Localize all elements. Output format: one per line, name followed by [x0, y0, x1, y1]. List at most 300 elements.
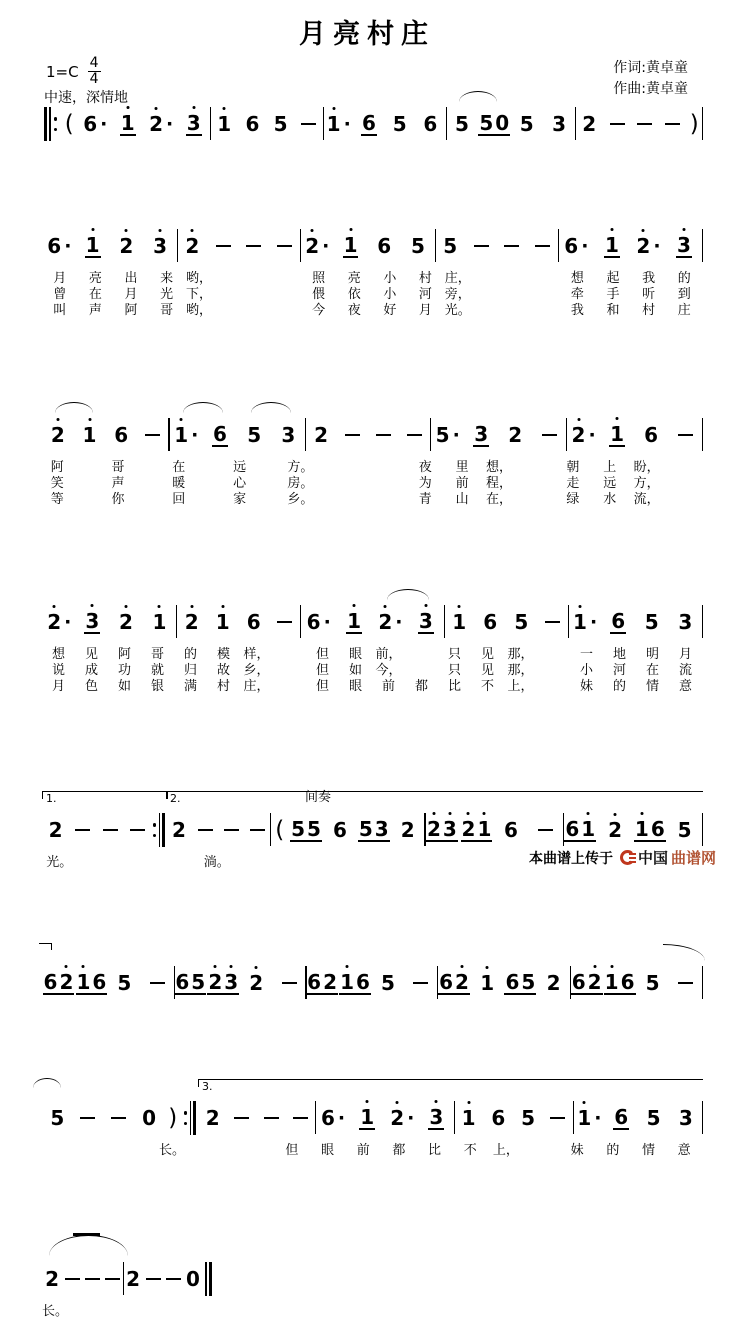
- lyric-syllable: [316, 460, 346, 475]
- key-label: 1=C: [46, 62, 79, 81]
- octave-dot: [614, 813, 617, 816]
- lyric-syllable: [270, 855, 305, 870]
- note: 1 ·: [173, 425, 198, 445]
- note: 2: [314, 423, 329, 447]
- lyric-syllable: [517, 460, 554, 475]
- augmentation-dot: ·: [395, 610, 403, 633]
- lyric-syllable: 意: [678, 679, 692, 694]
- lyric-syllable: 小: [580, 663, 594, 678]
- measure: [42, 104, 210, 144]
- note: 2 ·: [377, 612, 402, 632]
- dash-note: [610, 123, 625, 125]
- lyric-syllable: 哟，: [185, 303, 212, 318]
- slur: [251, 402, 291, 413]
- note: 0: [186, 1267, 200, 1291]
- augmentation-dot: ·: [407, 1106, 415, 1129]
- note: 6: [491, 1106, 506, 1130]
- lyrics-row: [42, 460, 702, 475]
- parenthesis: (: [275, 816, 285, 843]
- lyric-syllable: 月: [51, 679, 65, 694]
- note: 6: [377, 234, 392, 258]
- lyric-syllable: 夜: [347, 303, 361, 318]
- lyric-syllable: [194, 492, 224, 507]
- lyric-syllable: [472, 855, 501, 870]
- measure: [198, 1098, 315, 1138]
- augmentation-dot: ·: [594, 1106, 602, 1129]
- footer: [529, 847, 716, 868]
- slur: [183, 402, 223, 413]
- note: 1: [346, 611, 362, 634]
- note: 1 6: [604, 972, 636, 995]
- octave-dot: [467, 812, 470, 815]
- note: 5: [50, 1106, 65, 1130]
- lyric-syllable: 的: [184, 647, 198, 662]
- lyric-syllable: [273, 679, 306, 694]
- lyrics-row: [42, 1304, 214, 1319]
- augmentation-dot: ·: [166, 112, 174, 135]
- augmentation-dot: ·: [653, 234, 661, 257]
- lyric-syllable: [316, 476, 346, 491]
- music-line-7: [42, 1080, 702, 1158]
- dash-note: [665, 123, 680, 125]
- dash-note: [550, 1117, 565, 1119]
- measure: [573, 1098, 702, 1138]
- note: 5: [646, 1106, 661, 1130]
- dash-note: [145, 434, 160, 436]
- lyric-syllable: 照: [312, 271, 326, 286]
- volta-label: 1.: [46, 792, 57, 805]
- lyric-syllable: 暖: [172, 476, 186, 491]
- octave-dot: [642, 229, 645, 232]
- lyric-syllable: [340, 855, 356, 870]
- lyric-syllable: 一: [580, 647, 594, 662]
- dash-note: [542, 434, 557, 436]
- note: 1 ·: [326, 114, 351, 134]
- lyric-syllable: [243, 287, 272, 302]
- note: 2: [546, 971, 561, 995]
- octave-dot: [53, 605, 56, 608]
- augmentation-dot: ·: [589, 610, 598, 633]
- lyric-syllable: 声: [111, 476, 125, 491]
- octave-dot: [610, 965, 613, 968]
- lyric-syllable: 你: [111, 492, 125, 507]
- note: 6: [611, 608, 626, 633]
- measure: [425, 810, 563, 850]
- lyric-syllable: 声: [88, 303, 102, 318]
- lyric-syllable: 光。: [444, 303, 471, 318]
- lyric-syllable: 夜: [418, 460, 432, 475]
- note: 2 ·: [571, 425, 596, 445]
- lyric-syllable: 在: [88, 287, 102, 302]
- parenthesis: ): [168, 1104, 178, 1131]
- dash-note: [146, 1278, 161, 1280]
- time-signature: [88, 56, 101, 88]
- lyric-syllable: [273, 663, 306, 678]
- measure: [210, 104, 323, 144]
- lyric-syllable: 情: [645, 679, 659, 694]
- measure: [305, 415, 430, 455]
- lyric-syllable: 远: [233, 460, 247, 475]
- lyric-syllable: [187, 1143, 216, 1158]
- lyric-syllable: 上，: [507, 679, 534, 694]
- augmentation-dot: ·: [322, 234, 330, 257]
- lyric-syllable: 情: [641, 1143, 655, 1158]
- note: 2: [248, 973, 264, 993]
- lyrics-row: [42, 663, 702, 678]
- octave-dot: [126, 106, 129, 109]
- lyric-syllable: 出: [124, 271, 138, 286]
- note: 2 ·: [304, 236, 329, 256]
- note: 6: [361, 110, 376, 135]
- lyric-syllable: [665, 476, 702, 491]
- lyrics-row: [42, 679, 702, 694]
- lyric-syllable: 长。: [42, 1304, 69, 1319]
- lyric-syllable: 不: [480, 679, 494, 694]
- lyric-syllable: 下，: [185, 287, 212, 302]
- lyric-syllable: [65, 1143, 88, 1158]
- lyric-syllable: 妹: [579, 679, 593, 694]
- lyric-syllable: 在，: [486, 492, 513, 507]
- lyric-syllable: 月: [679, 647, 693, 662]
- lyric-syllable: [180, 855, 199, 870]
- note: 2: [118, 236, 134, 256]
- note: 1: [343, 235, 359, 258]
- measure: [174, 963, 306, 1003]
- octave-dot: [82, 965, 85, 968]
- lyric-syllable: 不: [463, 1143, 477, 1158]
- octave-dot: [230, 965, 233, 968]
- lyric-syllable: 光: [160, 287, 174, 302]
- lyric-syllable: 比: [428, 1143, 442, 1158]
- octave-dot: [158, 605, 161, 608]
- note: 2 ·: [46, 612, 71, 632]
- dash-note: [301, 123, 316, 125]
- lyric-syllable: 河: [418, 287, 432, 302]
- dash-note: [216, 245, 231, 247]
- note: 3: [474, 421, 489, 446]
- lyrics-row: [42, 271, 702, 286]
- lyric-syllable: 远: [603, 476, 617, 491]
- measure: [42, 1098, 198, 1138]
- augmentation-dot: ·: [191, 423, 199, 446]
- dash-note: [224, 829, 239, 831]
- tie-flat-mark: [73, 1233, 101, 1236]
- dash-note: [246, 245, 261, 247]
- note: 2 3: [207, 972, 239, 995]
- lyric-syllable: [272, 271, 301, 286]
- lyric-syllable: 在: [646, 663, 660, 678]
- octave-dot: [180, 418, 183, 421]
- lyric-syllable: [205, 1304, 214, 1319]
- lyric-syllable: 的: [606, 1143, 620, 1158]
- measure: [454, 1098, 573, 1138]
- octave-dot: [56, 418, 59, 421]
- lyric-syllable: 乡，: [243, 663, 270, 678]
- octave-dot: [255, 966, 258, 969]
- note: 6 1: [564, 819, 596, 842]
- lyric-syllable: [524, 1143, 560, 1158]
- note: 2: [50, 425, 66, 445]
- lyric-syllable: [68, 1304, 91, 1319]
- lyric-syllable: [517, 476, 554, 491]
- note: 6: [504, 818, 518, 842]
- lyric-syllable: 哥: [111, 460, 125, 475]
- note: 3: [186, 113, 202, 136]
- lyric-syllable: [87, 1143, 110, 1158]
- note: 3: [552, 112, 567, 136]
- lyric-syllable: [537, 663, 570, 678]
- note: 1: [461, 1108, 477, 1128]
- lyric-syllable: 庄，: [243, 679, 270, 694]
- note: 2 3: [426, 819, 458, 842]
- note: 2: [184, 612, 200, 632]
- lyric-syllable: 功: [117, 663, 131, 678]
- note: 5: [645, 971, 660, 995]
- lyric-syllable: [188, 1304, 205, 1319]
- repeat-barline: [183, 1101, 196, 1135]
- lyric-syllable: [385, 855, 414, 870]
- note: 2: [607, 820, 623, 840]
- lyric-syllable: 流，: [633, 492, 660, 507]
- lyric-syllable: [72, 476, 102, 491]
- note: 5: [117, 971, 132, 995]
- lyric-syllable: [531, 303, 560, 318]
- lyric-syllable: 方。: [287, 460, 314, 475]
- note: 1: [215, 612, 231, 632]
- lyric-syllable: 亮: [347, 271, 361, 286]
- volta-bracket: [42, 791, 168, 799]
- note: 6: [213, 421, 227, 446]
- note: 5: [443, 234, 458, 258]
- lyric-syllable: [272, 287, 301, 302]
- note: 6: [332, 818, 347, 842]
- lyric-syllable: 上，: [492, 1143, 519, 1158]
- lyric-syllable: [501, 271, 530, 286]
- lyric-syllable: 见: [481, 663, 495, 678]
- lyric-syllable: 盼，: [633, 460, 660, 475]
- lyric-syllable: 就: [150, 663, 164, 678]
- lyric-syllable: 的: [612, 679, 626, 694]
- dash-note: [103, 829, 118, 831]
- note: 2: [582, 112, 597, 136]
- dash-note: [264, 1117, 279, 1119]
- note: 6 ·: [320, 1106, 346, 1130]
- lyric-syllable: 庄，: [444, 271, 471, 286]
- lyric-syllable: 我: [570, 303, 584, 318]
- measure: [446, 104, 576, 144]
- lyric-syllable: [472, 287, 501, 302]
- octave-dot: [610, 228, 613, 231]
- music-line-2: [42, 226, 702, 318]
- volta-label: 2.: [170, 792, 181, 805]
- augmentation-dot: ·: [343, 112, 351, 135]
- lyric-syllable: 起: [606, 271, 620, 286]
- lyric-syllable: [145, 1143, 157, 1158]
- octave-dot: [159, 229, 162, 232]
- lyric-syllable: 都: [414, 679, 428, 694]
- octave-dot: [577, 418, 580, 421]
- note: 1 6: [634, 819, 666, 842]
- note: 5: [411, 234, 425, 258]
- note: 5: [454, 112, 469, 136]
- lyric-syllable: 青: [418, 492, 432, 507]
- logo-c-icon: [620, 850, 635, 865]
- octave-dot: [587, 812, 590, 815]
- measure: [568, 602, 702, 642]
- dash-note: [80, 1117, 95, 1119]
- tempo-marking: 中速，深情地: [44, 90, 128, 106]
- measure: [437, 963, 570, 1003]
- music-line-1: [42, 104, 702, 144]
- lyric-syllable: 但: [285, 1143, 299, 1158]
- lyric-syllable: 房。: [287, 476, 314, 491]
- lyric-syllable: 长。: [159, 1143, 186, 1158]
- note: 2: [45, 1267, 60, 1291]
- music-line-6: [42, 963, 702, 1003]
- octave-dot: [192, 106, 195, 109]
- dash-note: [198, 829, 213, 831]
- measure: [42, 602, 176, 642]
- note: 5: [677, 818, 692, 842]
- music-line-3: [42, 415, 702, 507]
- repeat-barline: [152, 813, 165, 847]
- measure: [323, 104, 446, 144]
- dash-note: [293, 1117, 308, 1119]
- note: 6: [114, 423, 129, 447]
- note: 6 5: [175, 969, 206, 994]
- note: 2 ·: [635, 236, 660, 256]
- lyric-syllable: 绿: [566, 492, 580, 507]
- lyric-syllable: 成: [84, 663, 98, 678]
- augmentation-dot: ·: [100, 112, 108, 135]
- measure: [570, 963, 702, 1003]
- dash-note: [545, 621, 560, 623]
- lyric-syllable: 但: [316, 647, 330, 662]
- lyric-syllable: [346, 460, 376, 475]
- augmentation-dot: ·: [452, 423, 460, 446]
- lyric-syllable: 如: [349, 663, 363, 678]
- note: 3: [84, 611, 100, 634]
- lyric-syllable: 牵: [570, 287, 584, 302]
- lyric-syllable: [133, 476, 163, 491]
- octave-dot: [683, 228, 686, 231]
- lyric-syllable: 等: [50, 492, 64, 507]
- lyric-syllable: 阿: [124, 303, 138, 318]
- lyric-syllable: [216, 1143, 245, 1158]
- note: 6 2: [307, 969, 338, 994]
- note: 3: [281, 423, 296, 447]
- octave-dot: [593, 965, 596, 968]
- note: 3: [678, 610, 693, 634]
- lyric-syllable: 今: [312, 303, 326, 318]
- note: 1: [120, 113, 136, 136]
- lyric-syllable: [111, 855, 146, 870]
- lyric-syllable: 庄: [677, 303, 691, 318]
- measure: [42, 226, 177, 266]
- measure: [435, 226, 558, 266]
- lyric-syllable: [255, 460, 285, 475]
- octave-dot: [432, 812, 435, 815]
- note: 2: [48, 818, 63, 842]
- lyric-syllable: 旁，: [444, 287, 471, 302]
- octave-dot: [460, 965, 463, 968]
- octave-dot: [353, 604, 356, 607]
- octave-dot: [483, 812, 486, 815]
- lyric-syllable: 地: [613, 647, 627, 662]
- dash-note: [75, 829, 90, 831]
- lyric-syllable: [537, 647, 570, 662]
- note: 1: [216, 114, 232, 134]
- slur: [387, 589, 429, 600]
- octave-dot: [311, 229, 314, 232]
- octave-dot: [583, 1101, 586, 1104]
- lyric-syllable: 只: [448, 663, 462, 678]
- note: 2: [508, 423, 523, 447]
- lyric-syllable: [346, 492, 376, 507]
- note: 2 ·: [389, 1108, 414, 1128]
- lyric-syllable: 小: [383, 287, 397, 302]
- note: 6 2: [43, 972, 75, 995]
- lyrics-row: [42, 492, 702, 507]
- augmentation-dot: ·: [64, 234, 72, 257]
- octave-dot: [640, 812, 643, 815]
- lyric-syllable: 水: [603, 492, 617, 507]
- measure: [566, 415, 702, 455]
- lyric-syllable: 里: [455, 460, 469, 475]
- lyric-syllable: 乡。: [287, 492, 314, 507]
- brand-site: 曲谱网: [670, 849, 716, 867]
- lyric-syllable: [234, 855, 269, 870]
- note: 5 ·: [435, 423, 460, 447]
- dash-note: [277, 621, 292, 623]
- lyrics-row: [42, 647, 702, 662]
- lyric-syllable: [214, 287, 243, 302]
- lyric-syllable: [114, 1304, 137, 1319]
- lyric-syllable: 只: [448, 647, 462, 662]
- lyrics-row: [42, 287, 702, 302]
- interlude-label: 间奏: [305, 790, 332, 805]
- note: 5: [381, 971, 395, 995]
- lyric-syllable: [376, 460, 406, 475]
- tie-rise-fragment: [663, 944, 705, 961]
- lyric-syllable: [146, 855, 181, 870]
- lyric-syllable: [273, 647, 306, 662]
- lyric-syllable: [110, 1143, 133, 1158]
- note: 5: [247, 423, 262, 447]
- lyric-syllable: 样，: [243, 647, 270, 662]
- lyric-syllable: 叫: [53, 303, 67, 318]
- lyric-syllable: 哥: [160, 303, 174, 318]
- lyric-syllable: [72, 460, 102, 475]
- measure: [558, 226, 702, 266]
- lyric-syllable: [272, 303, 301, 318]
- lyric-syllable: [136, 1304, 153, 1319]
- octave-dot: [65, 965, 68, 968]
- lyric-syllable: [316, 492, 346, 507]
- note: 1: [604, 235, 620, 258]
- note: 3: [152, 236, 168, 256]
- note: 3: [428, 1107, 444, 1130]
- lyric-syllable: [214, 303, 243, 318]
- lyric-syllable: [153, 1304, 170, 1319]
- lyric-syllable: 归: [184, 663, 198, 678]
- lyric-syllable: [77, 855, 112, 870]
- lyric-syllable: [665, 460, 702, 475]
- octave-dot: [424, 604, 427, 607]
- dash-note: [504, 245, 519, 247]
- dash-note: [282, 982, 297, 984]
- note: 5: [644, 610, 659, 634]
